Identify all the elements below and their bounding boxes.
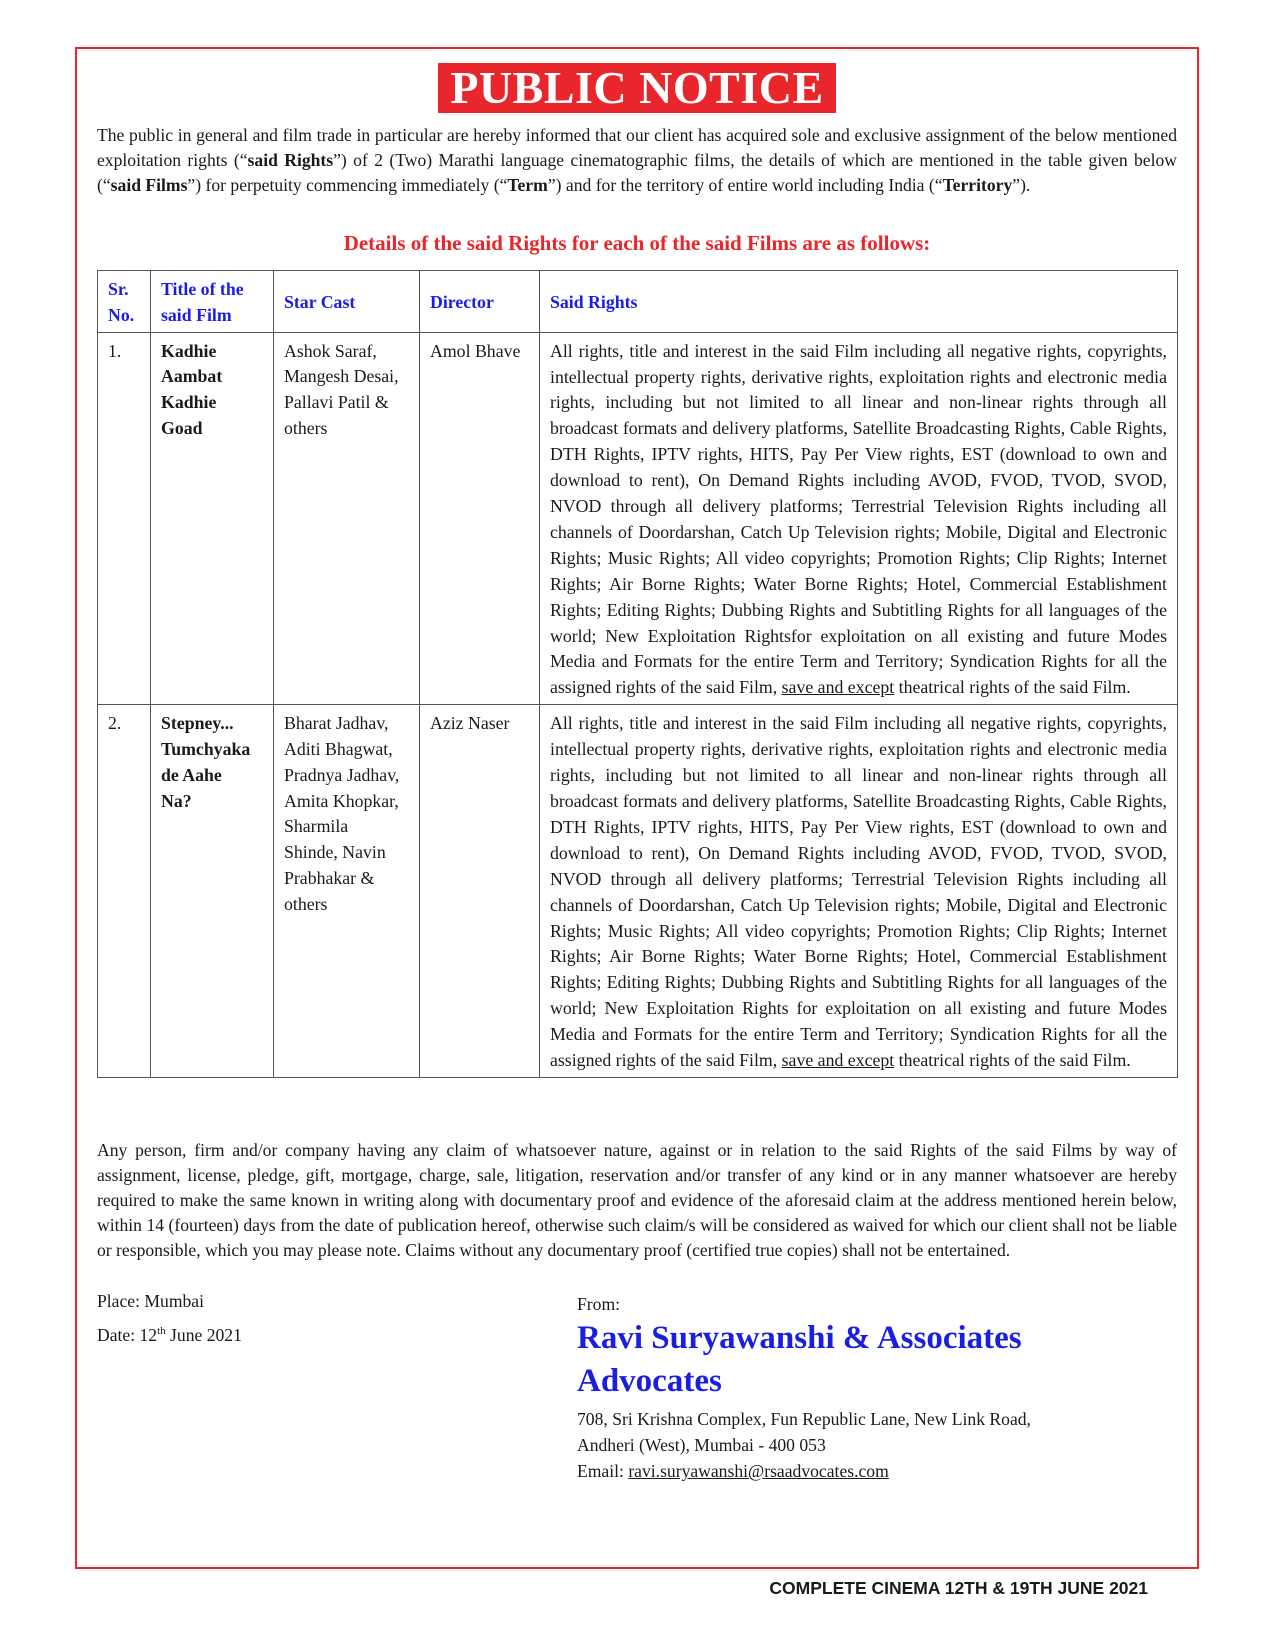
header-sr-no: Sr. No. <box>98 271 151 333</box>
star-cast-cell: Ashok Saraf, Mangesh Desai, Pallavi Patil & others <box>274 332 420 705</box>
table-row <box>98 332 1178 705</box>
header-film-title: Title of the said Film <box>151 271 274 333</box>
table-row <box>98 705 1178 1078</box>
notice-title: PUBLIC NOTICE <box>438 63 835 113</box>
sr-no-cell: 2. <box>98 705 151 1078</box>
notice-frame <box>75 47 1199 1569</box>
place: Place: Mumbai <box>97 1291 205 1311</box>
email-link[interactable]: ravi.suryawanshi@rsaadvocates.com <box>628 1461 889 1481</box>
publication-footer: COMPLETE CINEMA 12TH & 19TH JUNE 2021 <box>769 1578 1148 1598</box>
rights-table <box>97 270 1178 1078</box>
date: Date: 12th June 2021 <box>97 1324 242 1345</box>
header-said-rights: Said Rights <box>540 271 1178 333</box>
table-header-row <box>98 271 1178 333</box>
address-line: Andheri (West), Mumbai - 400 053 <box>577 1435 826 1455</box>
firm-address <box>577 1406 1031 1484</box>
said-rights-cell: All rights, title and interest in the said Film including all negative rights, copyrights, intellectual property rights, derivative rights, exploitation rights and electronic media rights, including but not limited to all linear and non-linear rights through all broadcast formats and delivery platforms, Satellite Broadcasting Rights, Cable Rights, DTH Rights, IPTV rights, HITS, Pay Per View rights, EST (download to own and download to rent), On Demand Rights including AVOD, FVOD, TVOD, SVOD, NVOD through all delivery platforms; Terrestrial Television Rights including all channels of Doordarshan, Catch Up Television rights; Mobile, Digital and Electronic Rights; Music Rights; All video copyrights; Promotion Rights; Clip Rights; Internet Rights; Air Borne Rights; Water Borne Rights; Hotel, Commercial Establishment Rights; Editing Rights; Dubbing Rights and Subtitling Rights for all languages of the world; New Exploitation Rights for exploitation on all existing and future Modes Media and Formats for the entire Term and Territory; Syndication Rights for all the assigned rights of the said Film, save and except theatrical rights of the said Film. <box>540 705 1178 1078</box>
from-label: From: <box>577 1294 621 1314</box>
header-star-cast: Star Cast <box>274 271 420 333</box>
sr-no-cell: 1. <box>98 332 151 705</box>
firm-name: Ravi Suryawanshi & Associates Advocates <box>577 1320 1022 1399</box>
table-subheading: Details of the said Rights for each of the said Films are as follows: <box>343 231 931 255</box>
address-line: 708, Sri Krishna Complex, Fun Republic Lane, New Link Road, <box>577 1409 1031 1429</box>
film-title-cell: Kadhie Aambat Kadhie Goad <box>151 332 274 705</box>
intro-paragraph: The public in general and film trade in particular are hereby informed that our client has acquired sole and exclusive assignment of the below mentioned exploitation rights (“said Rights”) of 2 (Two) Marathi language cinematographic films, the details of which are mentioned in the table given below (“said Films”) for perpetuity commencing immediately (“Term”) and for the territory of entire world including India (“Territory”). <box>97 125 1177 195</box>
film-title-cell: Stepney... Tumchyaka de Aahe Na? <box>151 705 274 1078</box>
header-director: Director <box>420 271 540 333</box>
director-cell: Aziz Naser <box>420 705 540 1078</box>
director-cell: Amol Bhave <box>420 332 540 705</box>
claim-paragraph: Any person, firm and/or company having any claim of whatsoever nature, against or in relation to the said Rights of the said Films by way of assignment, license, pledge, gift, mortgage, charge, sale, litigation, reservation and/or transfer of any kind or in any manner whatsoever are hereby required to make the same known in writing along with documentary proof and evidence of the aforesaid claim at the address mentioned herein below, within 14 (fourteen) days from the date of publication hereof, otherwise such claim/s will be considered as waived for which our client shall not be liable or responsible, which you may please note. Claims without any documentary proof (certified true copies) shall not be entertained. <box>97 1140 1177 1260</box>
email-line: Email: ravi.suryawanshi@rsaadvocates.com <box>577 1461 889 1481</box>
said-rights-cell: All rights, title and interest in the said Film including all negative rights, copyrights, intellectual property rights, derivative rights, exploitation rights and electronic media rights, including but not limited to all linear and non-linear rights through all broadcast formats and delivery platforms, Satellite Broadcasting Rights, Cable Rights, DTH Rights, IPTV rights, HITS, Pay Per View rights, EST (download to own and download to rent), On Demand Rights including AVOD, FVOD, TVOD, SVOD, NVOD through all delivery platforms; Terrestrial Television Rights including all channels of Doordarshan, Catch Up Television rights; Mobile, Digital and Electronic Rights; Music Rights; All video copyrights; Promotion Rights; Clip Rights; Internet Rights; Air Borne Rights; Water Borne Rights; Hotel, Commercial Establishment Rights; Editing Rights; Dubbing Rights and Subtitling Rights for all languages of the world; New Exploitation Rightsfor exploitation on all existing and future Modes Media and Formats for the entire Term and Territory; Syndication Rights for all the assigned rights of the said Film, save and except theatrical rights of the said Film. <box>540 332 1178 705</box>
star-cast-cell: Bharat Jadhav, Aditi Bhagwat, Pradnya Jadhav, Amita Khopkar, Sharmila Shinde, Navin Prabhakar & others <box>274 705 420 1078</box>
